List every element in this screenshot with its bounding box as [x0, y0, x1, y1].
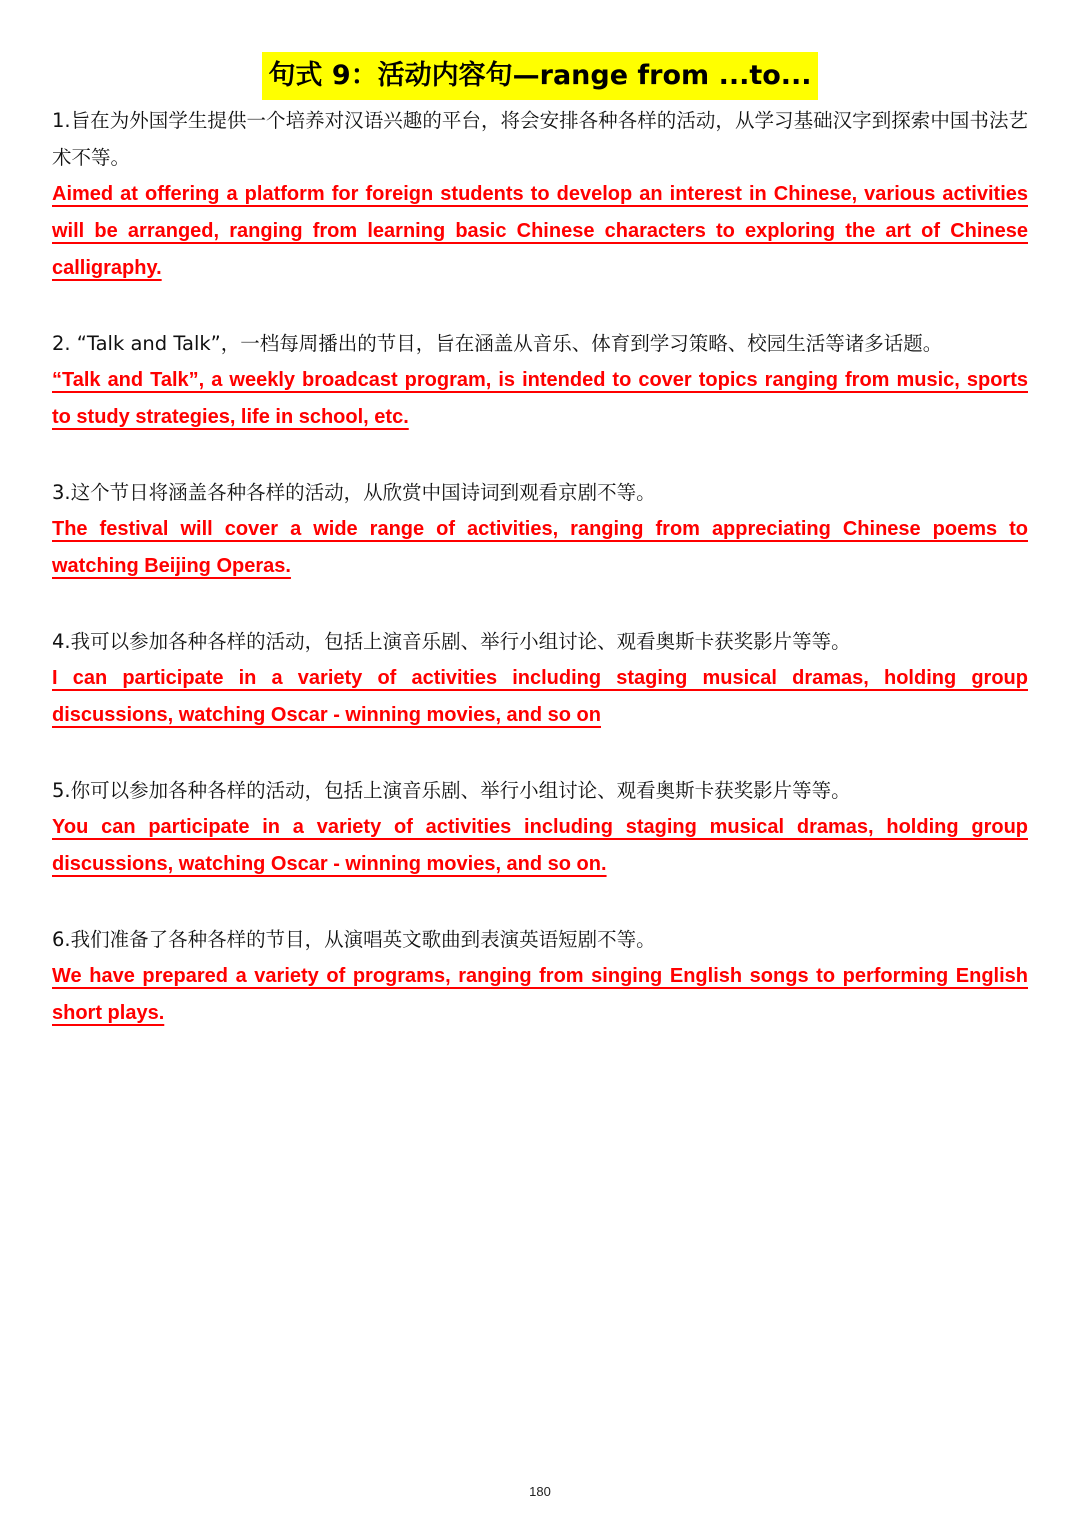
english-translation: “Talk and Talk”, a weekly broadcast program, is intended to cover topics ranging from music, sports to study strategies, life in school, etc.: [52, 369, 1028, 428]
sentence-item-6: [52, 921, 1028, 1032]
title-container: [52, 52, 1028, 100]
spacer: [52, 585, 1028, 623]
chinese-sentence: 3.这个节日将涵盖各种各样的活动，从欣赏中国诗词到观看京剧不等。: [52, 481, 656, 504]
spacer: [52, 436, 1028, 474]
sentence-item-3: [52, 474, 1028, 585]
sentence-item-4: [52, 623, 1028, 734]
chinese-sentence: 2. “Talk and Talk”，一档每周播出的节目，旨在涵盖从音乐、体育到学习策略、校园生活等诸多话题。: [52, 332, 943, 355]
english-translation: I can participate in a variety of activities including staging musical dramas, holding group discussions, watching Oscar - winning movies, and so on: [52, 667, 1028, 726]
sentence-item-2: [52, 325, 1028, 436]
spacer: [52, 883, 1028, 921]
spacer: [52, 734, 1028, 772]
english-translation: We have prepared a variety of programs, ranging from singing English songs to performing English short plays.: [52, 965, 1028, 1024]
chinese-sentence: 6.我们准备了各种各样的节目，从演唱英文歌曲到表演英语短剧不等。: [52, 928, 656, 951]
sentence-item-5: [52, 772, 1028, 883]
sentence-item-1: [52, 102, 1028, 287]
spacer: [52, 287, 1028, 325]
chinese-sentence: 1.旨在为外国学生提供一个培养对汉语兴趣的平台，将会安排各种各样的活动，从学习基础汉字到探索中国书法艺术不等。: [52, 109, 1028, 169]
document-page: [52, 52, 1028, 1032]
chinese-sentence: 5.你可以参加各种各样的活动，包括上演音乐剧、举行小组讨论、观看奥斯卡获奖影片等等。: [52, 779, 851, 802]
english-translation: The festival will cover a wide range of activities, ranging from appreciating Chinese poems to watching Beijing Operas.: [52, 518, 1028, 577]
chinese-sentence: 4.我可以参加各种各样的活动，包括上演音乐剧、举行小组讨论、观看奥斯卡获奖影片等等。: [52, 630, 851, 653]
page-title: 句式 9：活动内容句—range from ...to...: [262, 52, 817, 100]
english-translation: Aimed at offering a platform for foreign students to develop an interest in Chinese, various activities will be arranged, ranging from learning basic Chinese characters to exploring the art of Chinese calligraphy.: [52, 183, 1028, 279]
page-number: 180: [529, 1484, 551, 1499]
english-translation: You can participate in a variety of activities including staging musical dramas, holding group discussions, watching Oscar - winning movies, and so on.: [52, 816, 1028, 875]
